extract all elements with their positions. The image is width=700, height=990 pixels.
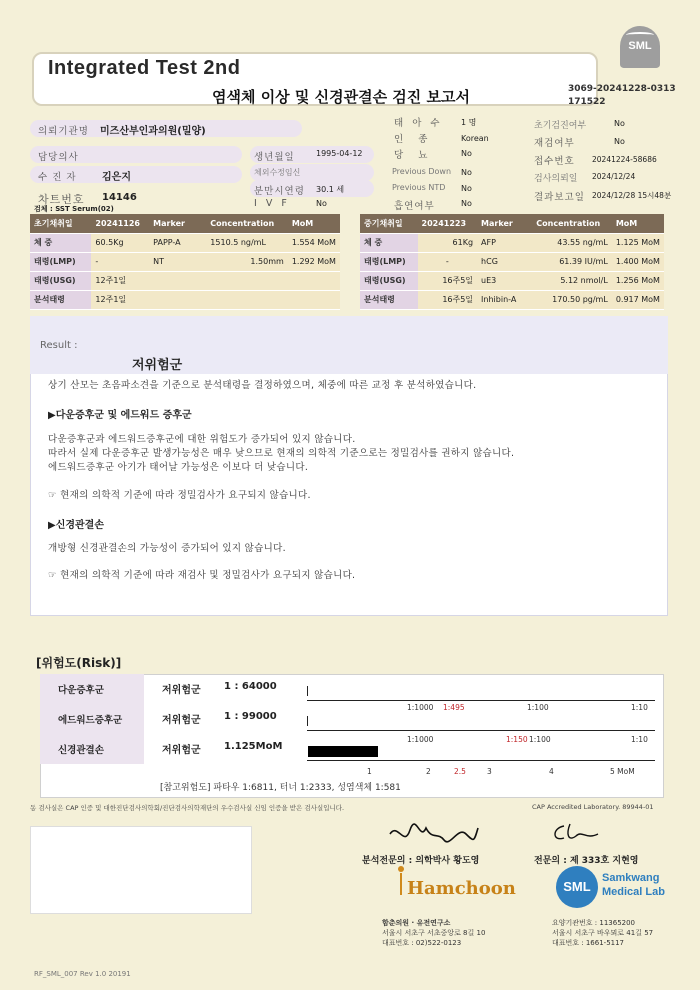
- samkwang-name: Samkwang: [602, 872, 660, 884]
- specimen: 검체 : SST Serum(02): [34, 205, 114, 213]
- down-tick-10: 1:10: [631, 703, 648, 712]
- table-row: 태령(USG) 16주5일 uE3 5.12 nmol/L 1.256 MoM: [360, 271, 664, 290]
- second-trimester-table: [360, 214, 664, 310]
- second-header-concentration: Concentration: [532, 214, 612, 233]
- down-risk-axis: [307, 700, 655, 701]
- risk-down-name: 다운증후군: [58, 685, 104, 696]
- ntd-tick-2: 2: [426, 767, 431, 776]
- diabetes-value: No: [461, 149, 472, 158]
- edwards-tick-100: 1:100: [529, 735, 551, 744]
- fetus-value: 1 명: [461, 118, 477, 127]
- first-trimester-value: No: [614, 119, 625, 128]
- table-row: 체 중 61Kg AFP 43.55 ng/mL 1.125 MoM: [360, 233, 664, 252]
- risk-edwards-value: 1 : 99000: [224, 711, 277, 722]
- accreditation-note: 동 검사실은 CAP 인증 및 대한진단검사의학회/진단검사의학재단의 우수검사실 신임 인증을 받은 검사실입니다.: [30, 804, 345, 812]
- table-row: 태령(LMP) - NT 1.50mm 1.292 MoM: [30, 252, 340, 271]
- risk-ntd-value: 1.125MoM: [224, 741, 283, 752]
- ntd-tick-3: 3: [487, 767, 492, 776]
- result-grade: 저위험군: [132, 358, 183, 373]
- ntd-cutoff-tick: 2.5: [454, 767, 466, 776]
- chart-label: 차트번호: [38, 193, 85, 206]
- birth-label: 생년월일: [254, 152, 295, 163]
- result-intro: 상기 산모는 초음파소견을 기준으로 분석태령을 결정하였으며, 체중에 따른 교정 후 분석하였습니다.: [48, 380, 477, 391]
- second-header-date-label: 중기채취일: [360, 214, 418, 233]
- table-row: 태령(LMP) - hCG 61.39 IU/mL 1.400 MoM: [360, 252, 664, 271]
- doctor-label: 담당의사: [38, 152, 79, 163]
- sml-logo: SML: [620, 26, 660, 68]
- institution-label: 의뢰기관명: [38, 126, 89, 137]
- section2-line1: 개방형 신경관결손의 가능성이 증가되어 있지 않습니다.: [48, 543, 286, 554]
- second-table-header: [360, 214, 664, 233]
- ntd-tick-1: 1: [367, 767, 372, 776]
- prev-ntd-label: Previous NTD: [392, 183, 446, 192]
- smoking-value: No: [461, 199, 472, 208]
- institution-value: 미즈산부인과의원(밀양): [100, 126, 206, 137]
- down-risk-marker: [307, 686, 308, 696]
- report-number: 3069-20241228-0313 171522: [568, 84, 676, 107]
- samkwang-address: 요양기관번호 : 11365200 서울시 서초구 바우뫼로 41길 57 대표번호 : 1661-5117: [552, 919, 654, 947]
- race-label: 인 종: [394, 134, 434, 145]
- ivf-pregnancy-label: 체외수정임신: [254, 168, 301, 177]
- hamchoon-address: 함춘의원 · 유전연구소 서울시 서초구 서초중앙로 8길 10 대표번호 : 02)522-0123: [382, 919, 486, 947]
- analyst-name: 분석전문의 : 의학박사 황도영: [362, 856, 480, 866]
- hamchoon-wordmark: Hamchoon: [407, 878, 516, 899]
- retest-value: No: [614, 137, 625, 146]
- section1-note: ☞ 현재의 의학적 기준에 따라 정밀검사가 요구되지 않습니다.: [48, 490, 311, 501]
- section2-note: ☞ 현재의 의학적 기준에 따라 재검사 및 정밀검사가 요구되지 않습니다.: [48, 570, 356, 581]
- section1-line2: 따라서 실제 다운증후군 발생가능성은 매우 낮으므로 현재의 의학적 기준으로는 정밀검사를 권하지 않습니다.: [48, 448, 515, 459]
- first-header-mom: MoM: [288, 214, 340, 233]
- risk-down-grade: 저위험군: [162, 685, 201, 696]
- chart-number: 14146: [102, 192, 137, 203]
- form-code: RF_SML_007 Rev 1.0 20191: [34, 970, 131, 978]
- table-row: 체 중 60.5Kg PAPP-A 1510.5 ng/mL 1.554 MoM: [30, 233, 340, 252]
- risk-ntd-name: 신경관결손: [58, 745, 104, 756]
- report-date-label: 결과보고일: [534, 192, 585, 203]
- race-value: Korean: [461, 134, 489, 143]
- risk-title: [위험도(Risk)]: [36, 656, 122, 670]
- edwards-cutoff-tick: 1:150: [506, 735, 528, 744]
- hamchoon-figure-icon: [397, 866, 405, 896]
- down-tick-100: 1:100: [527, 703, 549, 712]
- request-date-label: 검사의뢰일: [534, 174, 578, 184]
- diabetes-label: 당 뇨: [394, 150, 434, 161]
- report-date-value: 2024/12/28 15시48분: [592, 191, 672, 200]
- prev-down-value: No: [461, 168, 472, 177]
- section-down-edwards-title: ▶다운증후군 및 에드워드 증후군: [48, 410, 192, 421]
- table-row: 분석태령 16주5일 Inhibin-A 170.50 pg/mL 0.917 MoM: [360, 290, 664, 309]
- down-cutoff-tick: 1:495: [443, 703, 465, 712]
- blank-stamp-area: [30, 826, 252, 914]
- patient-name: 김은지: [102, 172, 131, 183]
- birth-value: 1995-04-12: [316, 149, 363, 158]
- ntd-tick-4: 4: [549, 767, 554, 776]
- table-row: 분석태령 12주1일: [30, 290, 340, 309]
- down-tick-1000: 1:1000: [407, 703, 434, 712]
- cap-number: CAP Accredited Laboratory. 89944-01: [532, 803, 654, 811]
- smoking-label: 흡연여부: [394, 201, 435, 212]
- ntd-tick-5: 5 MoM: [610, 767, 635, 776]
- risk-edwards-name: 에드워드증후군: [58, 715, 123, 726]
- maternal-age-label: 분만시연령: [254, 186, 305, 197]
- receipt-value: 20241224-58686: [592, 155, 657, 164]
- first-trimester-label: 초기검진여부: [534, 121, 587, 131]
- section1-line3: 에드워드증후군 아기가 태어날 가능성은 이보다 더 낮습니다.: [48, 462, 309, 473]
- prev-ntd-value: No: [461, 184, 472, 193]
- specialist-name: 전문의 : 제 333호 지현영: [534, 856, 639, 866]
- risk-down-value: 1 : 64000: [224, 681, 277, 692]
- result-band: [30, 316, 668, 374]
- first-header-concentration: Concentration: [206, 214, 288, 233]
- first-header-marker: Marker: [149, 214, 206, 233]
- first-header-date: 20241126: [91, 214, 149, 233]
- first-trimester-table: [30, 214, 340, 310]
- result-label: Result :: [40, 340, 78, 351]
- reference-risk: [참고위험도] 파타우 1:6811, 터너 1:2333, 성염색체 1:581: [160, 783, 401, 793]
- report-title: Integrated Test 2nd: [48, 57, 241, 79]
- samkwang-sub: Medical Lab: [602, 886, 665, 898]
- receipt-label: 접수번호: [534, 156, 575, 167]
- ntd-axis: [307, 760, 655, 761]
- first-header-date-label: 초기채취일: [30, 214, 91, 233]
- first-table-header: [30, 214, 340, 233]
- ivf-value: No: [316, 199, 327, 208]
- table-row: 태령(USG) 12주1일: [30, 271, 340, 290]
- edwards-tick-10: 1:10: [631, 735, 648, 744]
- fetus-label: 태 아 수: [394, 118, 443, 129]
- edwards-risk-axis: [307, 730, 655, 731]
- request-date-value: 2024/12/24: [592, 172, 636, 181]
- report-subtitle: 염색체 이상 및 신경관결손 검진 보고서: [212, 88, 470, 106]
- retest-label: 재검여부: [534, 138, 575, 149]
- patient-label: 수 진 자: [38, 172, 77, 183]
- specialist-signature: [548, 820, 604, 846]
- edwards-risk-marker: [307, 716, 308, 726]
- section1-line1: 다운증후군과 에드워드증후군에 대한 위험도가 증가되어 있지 않습니다.: [48, 434, 356, 445]
- ntd-mom-bar: [308, 746, 378, 757]
- ivf-label: I V F: [254, 198, 290, 209]
- risk-ntd-grade: 저위험군: [162, 745, 201, 756]
- prev-down-label: Previous Down: [392, 167, 452, 176]
- second-header-mom: MoM: [612, 214, 664, 233]
- analyst-signature: [386, 820, 482, 852]
- second-header-date: 20241223: [418, 214, 478, 233]
- edwards-tick-1000: 1:1000: [407, 735, 434, 744]
- maternal-age: 30.1 세: [316, 185, 345, 194]
- section-ntd-title: ▶신경관결손: [48, 520, 104, 531]
- samkwang-badge: SML: [556, 866, 598, 908]
- risk-edwards-grade: 저위험군: [162, 715, 201, 726]
- second-header-marker: Marker: [477, 214, 532, 233]
